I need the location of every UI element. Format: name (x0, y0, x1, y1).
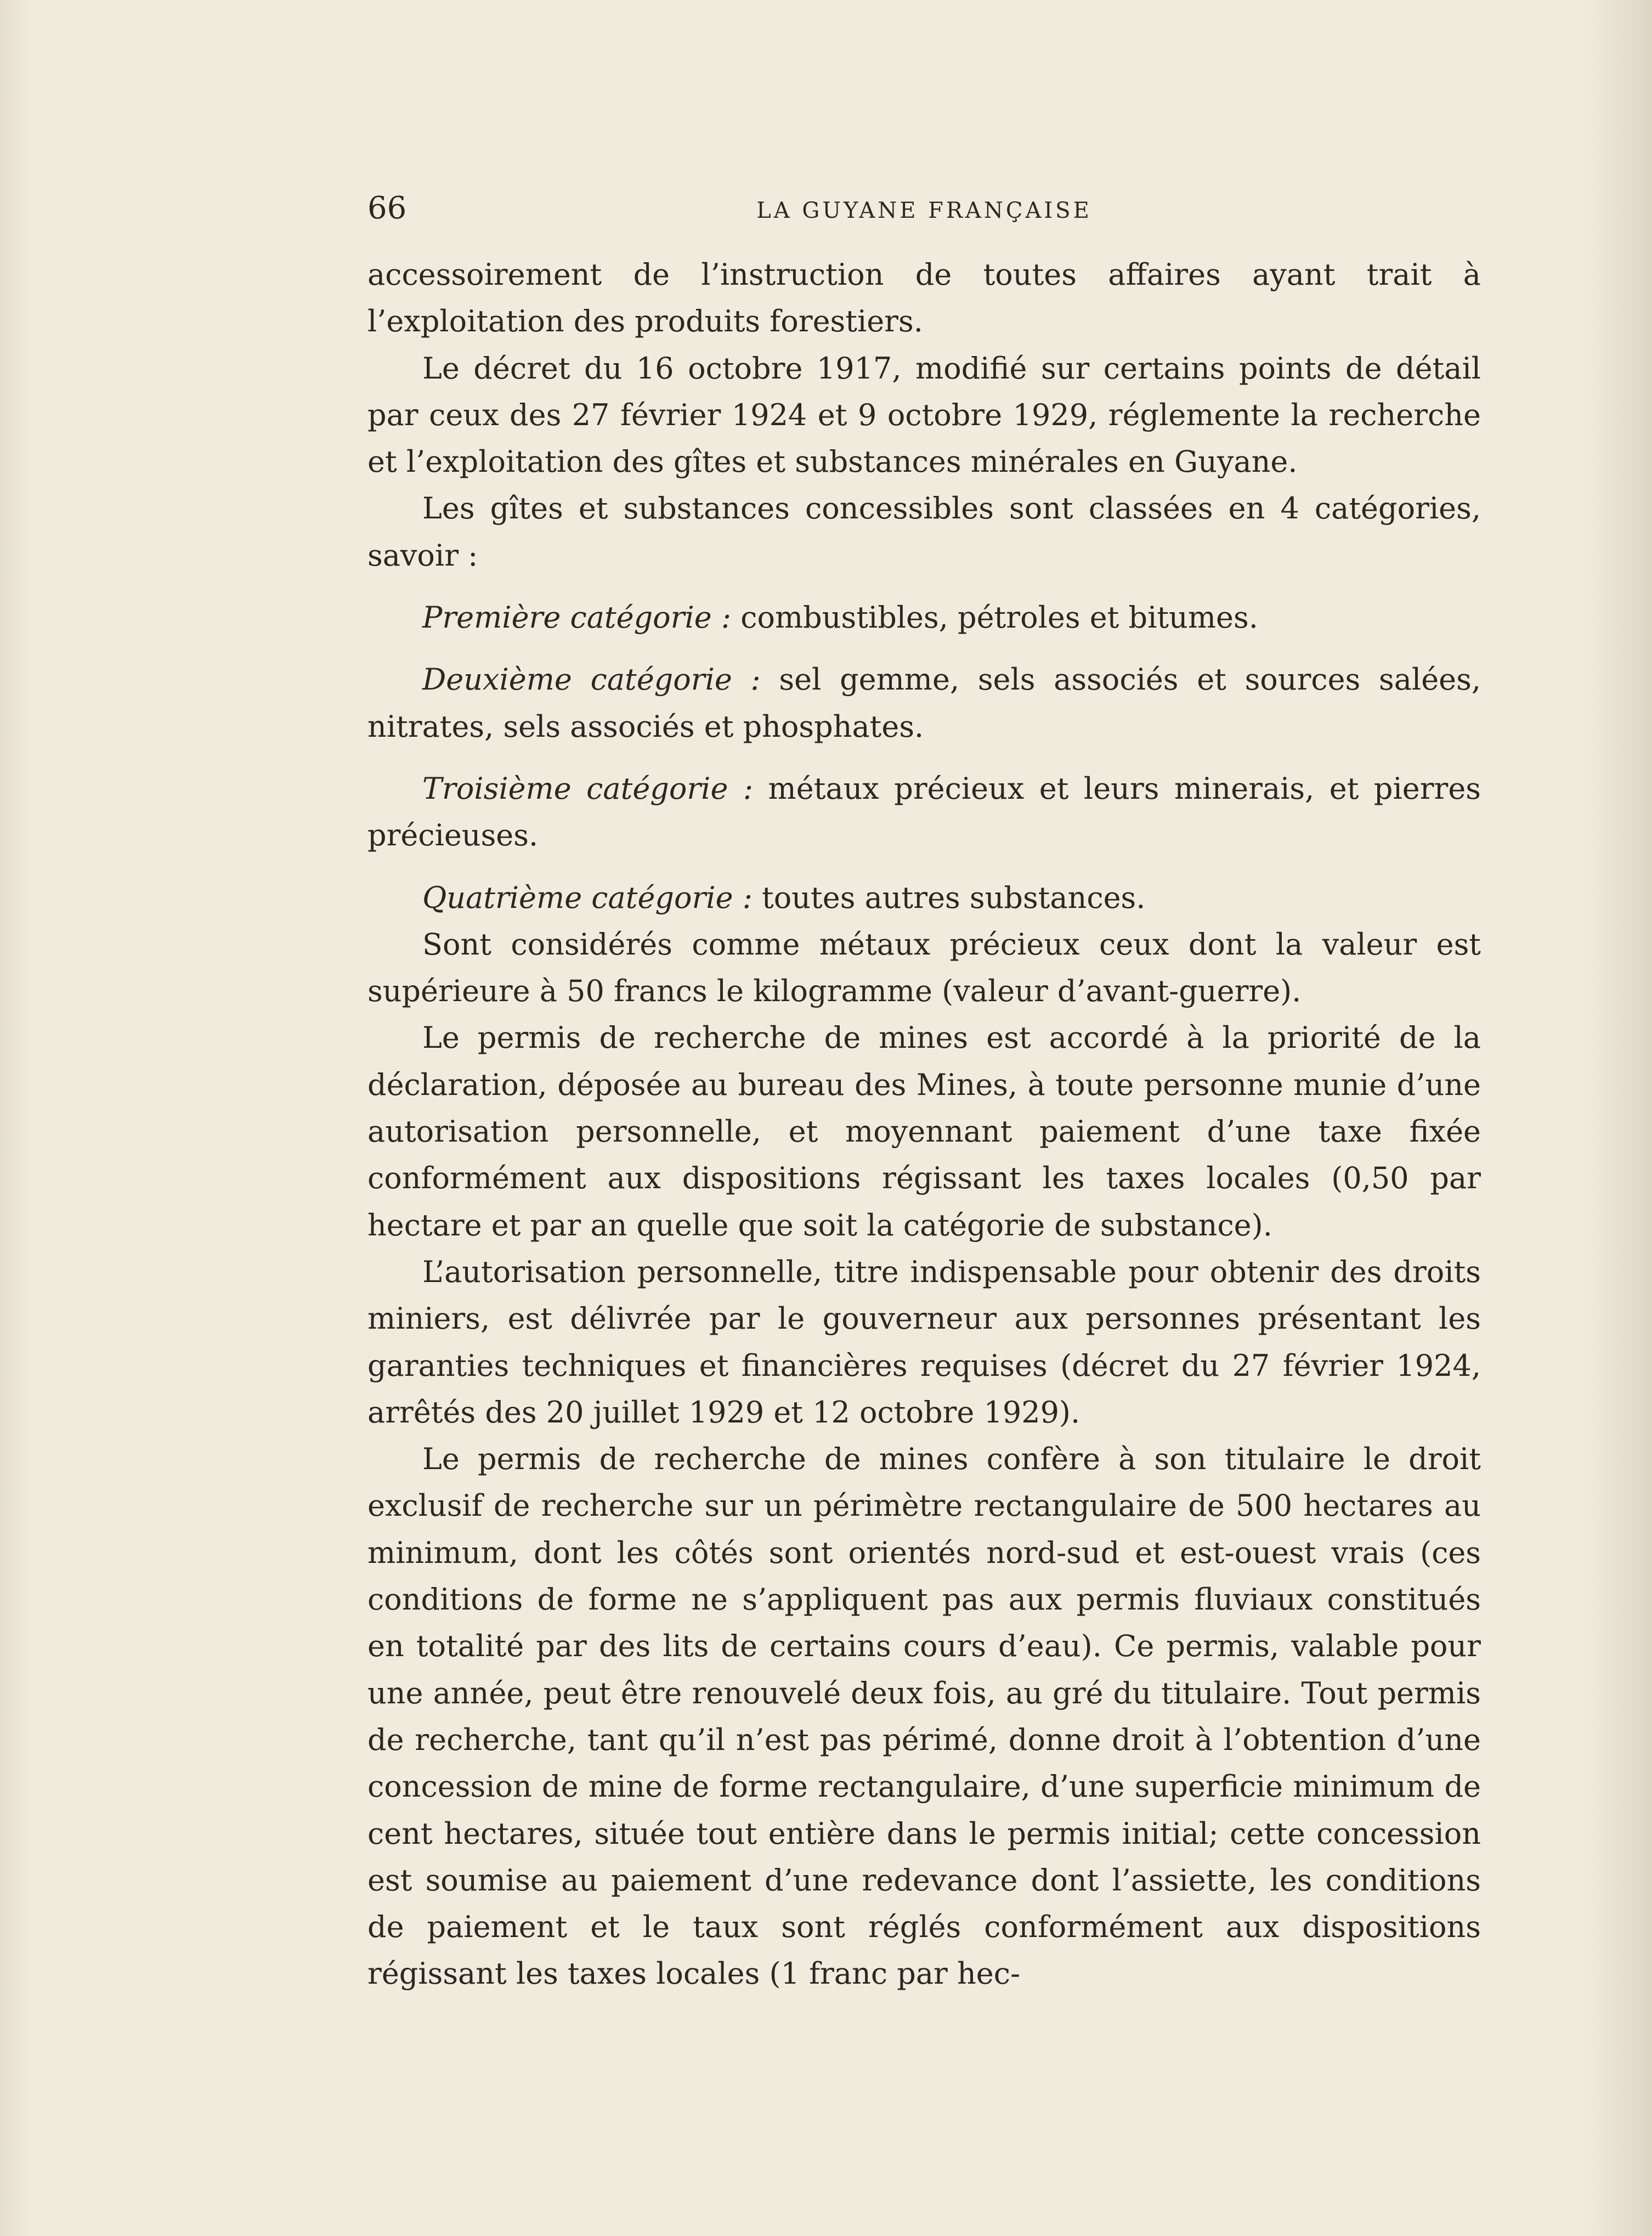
category-item (367, 765, 1481, 859)
category-text: toutes autres substances. (752, 880, 1146, 915)
category-text: combustibles, pétroles et bitumes. (731, 600, 1258, 635)
page-edge-shadow-right (1586, 0, 1652, 2236)
category-label: Troisième catégorie : (422, 771, 754, 806)
category-item (367, 594, 1481, 641)
paragraph: Le permis de recherche de mines confère à son titulaire le droit exclusif de recherche sur un périmètre rectangulaire de 500 hectares au minimum, dont les côtés sont orientés nord-sud et est-ouest vrais (ces conditions de forme ne s’appliquent pas aux permis fluviaux constitués en totalité par des lits de certains cours d’eau). Ce permis, valable pour une année, peut être renouvelé deux fois, au gré du titulaire. Tout permis de recherche, tant qu’il n’est pas périmé, donne droit à l’obtention d’une concession de mine de forme rectangulaire, d’une superficie minimum de cent hectares, située tout entière dans le permis initial; cette concession est soumise au paiement d’une redevance dont l’assiette, les conditions de paiement et le taux sont réglés conformément aux dispositions régissant les taxes locales (1 franc par hec- (367, 1442, 1481, 1991)
category-item (367, 874, 1481, 921)
paragraph: Le permis de recherche de mines est accordé à la priorité de la déclaration, déposée au bureau des Mines, à toute personne munie d’une autorisation personnelle, et moyennant paiement d’une taxe fixée conformément aux dispositions régissant les taxes locales (0,50 par hectare et par an quelle que soit la catégorie de substance). (367, 1020, 1481, 1243)
paragraph: Sont considérés comme métaux précieux ceux dont la valeur est supérieure à 50 francs le kilogramme (valeur d’avant-guerre). (367, 927, 1481, 1009)
category-text: sel gemme, sels associés et sources salées, nitrates, sels associés et phosphates. (367, 662, 1481, 744)
category-label: Première catégorie : (422, 600, 732, 635)
body-text (367, 251, 1481, 1997)
page-number: 66 (367, 190, 407, 226)
page-edge-shadow-left (0, 0, 33, 2236)
running-title: LA GUYANE FRANÇAISE (756, 198, 1092, 223)
paragraph: L’autorisation personnelle, titre indispensable pour obtenir des droits miniers, est délivrée par le gouverneur aux personnes présentant les garanties techniques et financières requises (décret du 27 février 1924, arrêtés des 20 juillet 1929 et 12 octobre 1929). (367, 1254, 1481, 1430)
paragraph: Les gîtes et substances concessibles sont classées en 4 catégories, savoir : (367, 491, 1481, 573)
category-text: métaux précieux et leurs minerais, et pierres précieuses. (367, 771, 1481, 853)
category-label: Quatrième catégorie : (422, 880, 753, 915)
paragraph: Le décret du 16 octobre 1917, modifié sur certains points de détail par ceux des 27 février 1924 et 9 octobre 1929, réglemente la recherche et l’exploitation des gîtes et substances minérales en Guyane. (367, 351, 1481, 479)
running-header (367, 187, 1481, 230)
category-label: Deuxième catégorie : (422, 662, 761, 697)
paragraph: accessoirement de l’instruction de toutes affaires ayant trait à l’exploitation des produits forestiers. (367, 257, 1481, 339)
category-item (367, 656, 1481, 750)
